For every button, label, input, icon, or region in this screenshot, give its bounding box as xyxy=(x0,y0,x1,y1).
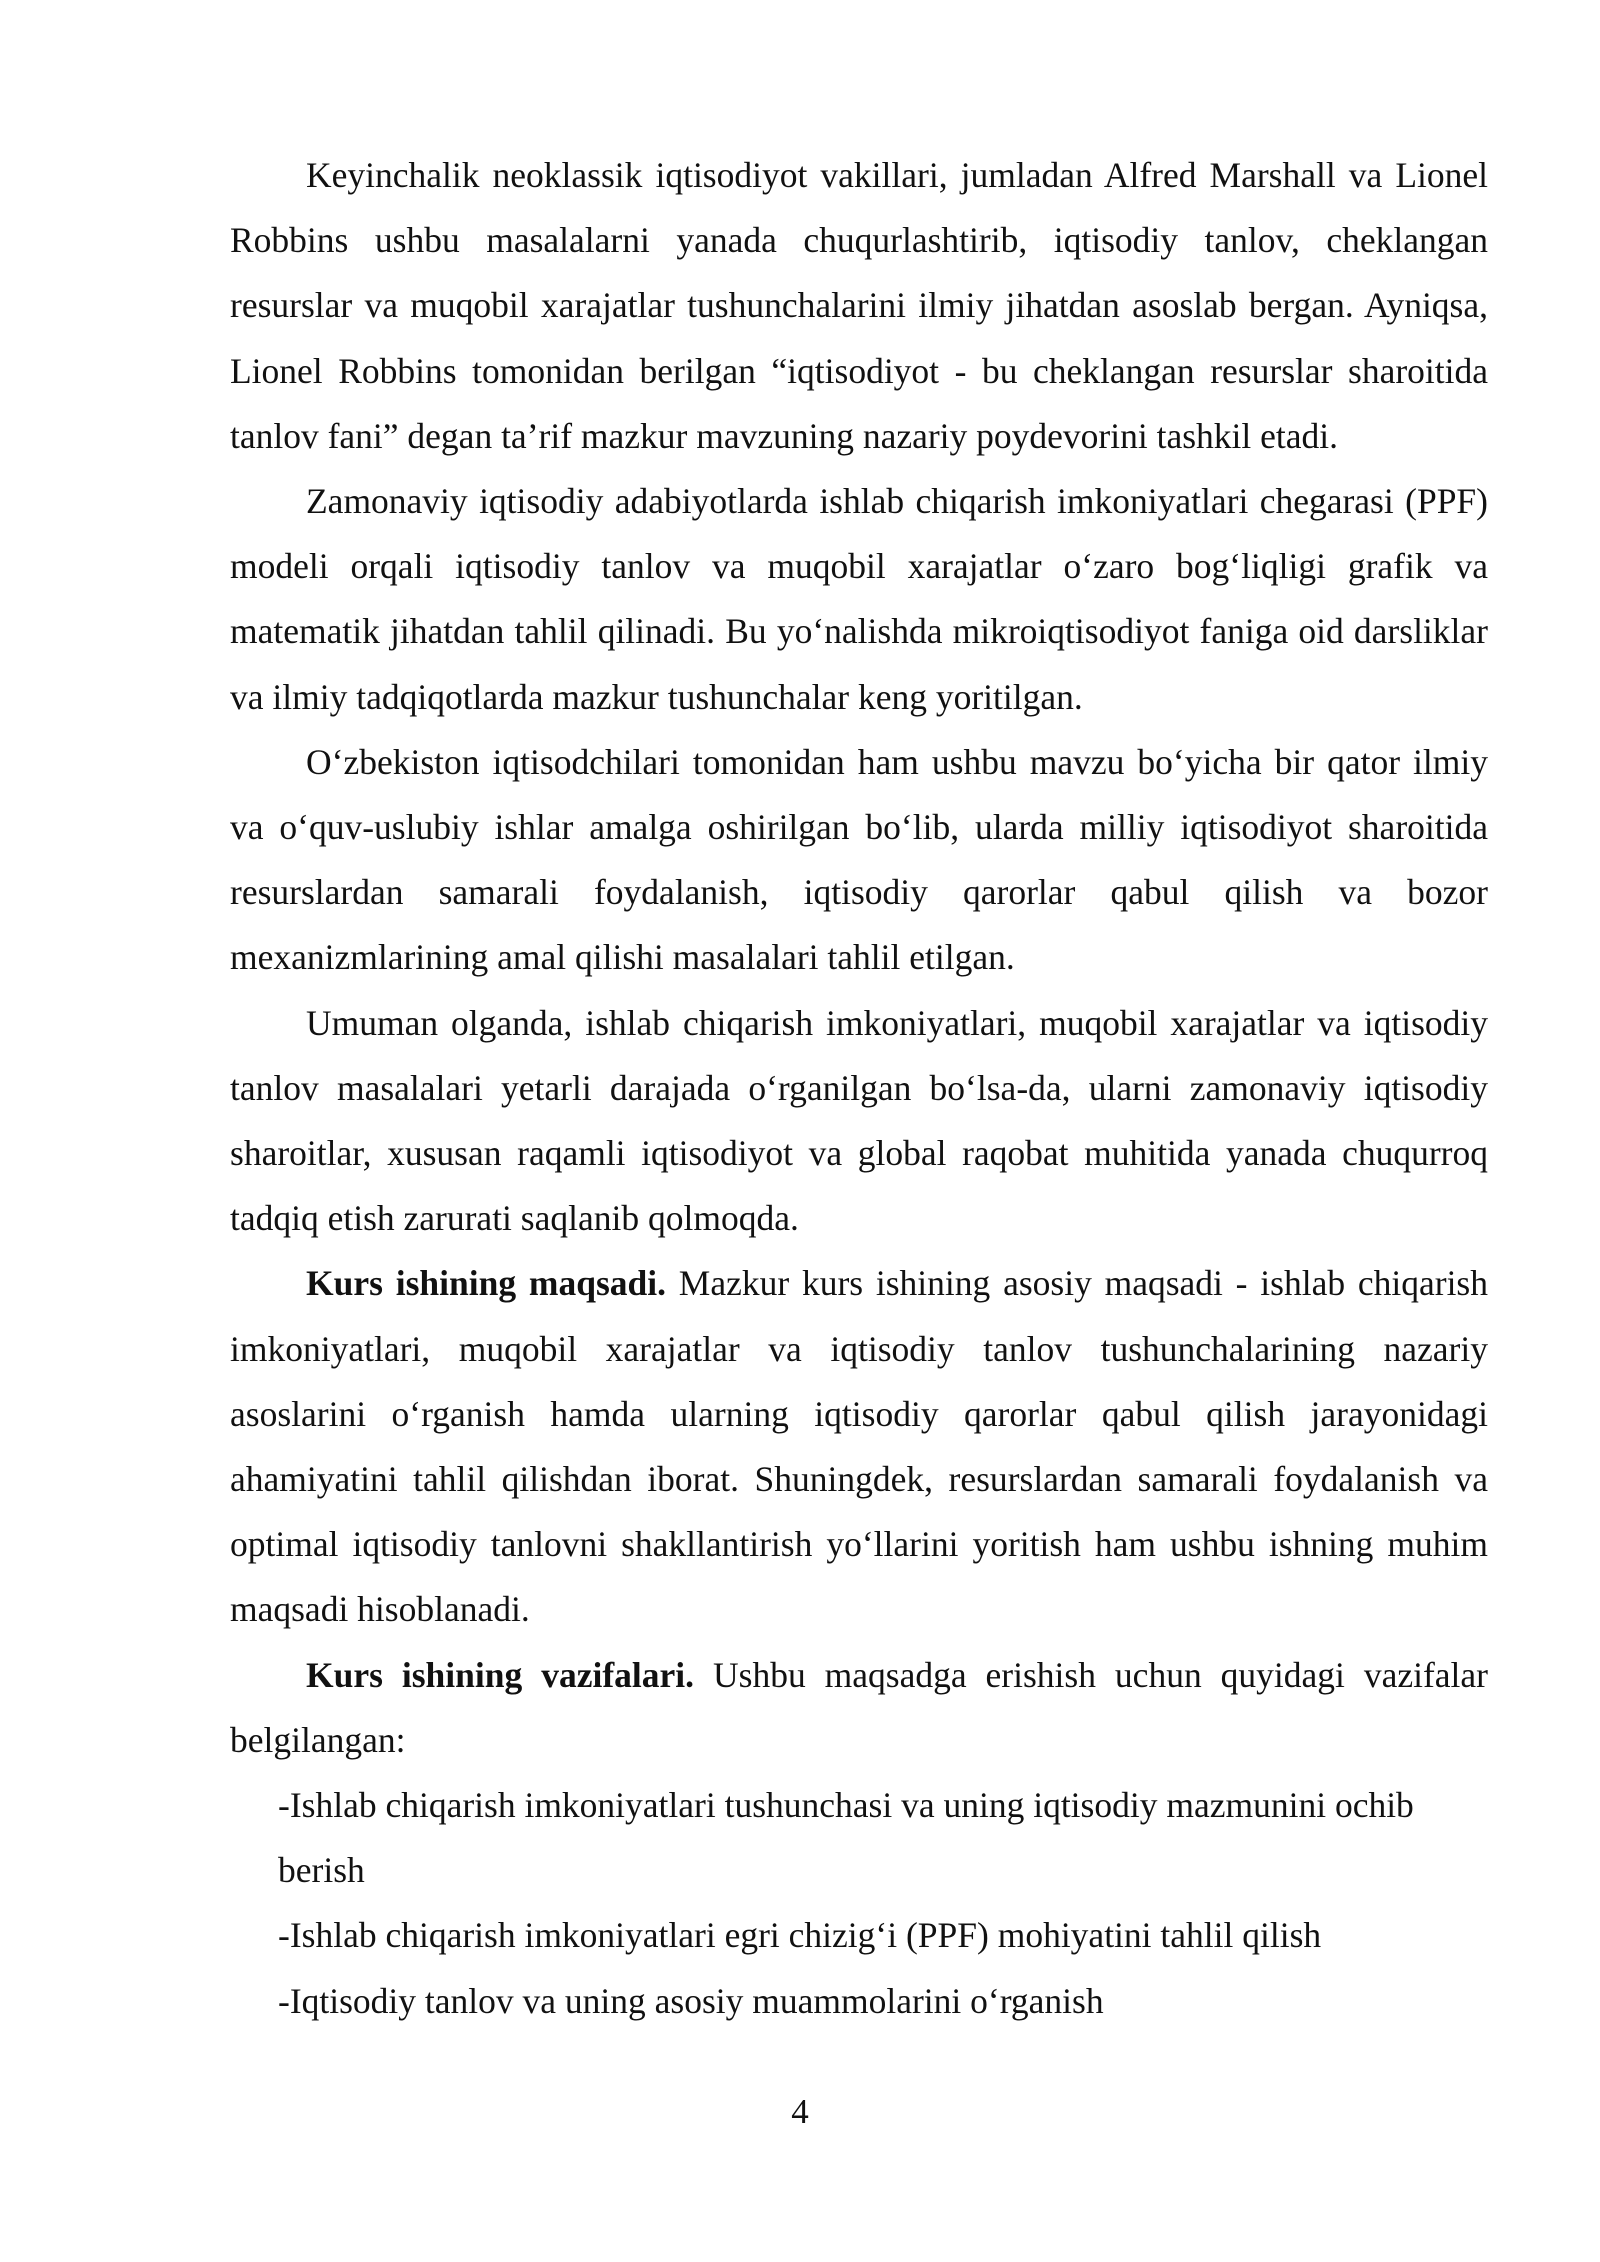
course-tasks-heading: Kurs ishining vazifalari. xyxy=(306,1654,695,1695)
paragraph-neoclassical: Keyinchalik neoklassik iqtisodiyot vakillari, jumladan Alfred Marshall va Lionel Robbins ushbu masalalarni yanada chuqurlashtirib, iqtisodiy tanlov, cheklangan resurslar va muqobil xarajatlar tushunchalarini ilmiy jihatdan asoslab bergan. Ayniqsa, Lionel Robbins tomonidan berilgan “iqtisodiyot - bu cheklangan resurslar sharoitida tanlov fani” degan ta’rif mazkur mavzuning nazariy poydevorini tashkil etadi. xyxy=(230,155,1488,456)
paragraph-course-goal xyxy=(230,1251,1488,1642)
paragraph-course-tasks xyxy=(230,1643,1488,1773)
paragraph-summary: Umuman olganda, ishlab chiqarish imkoniyatlari, muqobil xarajatlar va iqtisodiy tanlov masalalari yetarli darajada o‘rganilgan bo‘lsa-da, ularni zamonaviy iqtisodiy sharoitlar, xususan raqamli iqtisodiyot va global raqobat muhitida yanada chuqurroq tadqiq etish zarurati saqlanib qolmoqda. xyxy=(230,1002,1488,1239)
paragraph-modern-literature: Zamonaviy iqtisodiy adabiyotlarda ishlab chiqarish imkoniyatlari chegarasi (PPF) modeli orqali iqtisodiy tanlov va muqobil xarajatlar o‘zaro bog‘liqligi grafik va matematik jihatdan tahlil qilinadi. Bu yo‘nalishda mikroiqtisodiyot faniga oid darsliklar va ilmiy tadqiqotlarda mazkur tushunchalar keng yoritilgan. xyxy=(230,481,1488,717)
document-body xyxy=(230,143,1488,2034)
paragraph-uzbek-economists: O‘zbekiston iqtisodchilari tomonidan ham ushbu mavzu bo‘yicha bir qator ilmiy va o‘quv-uslubiy ishlar amalga oshirilgan bo‘lib, ularda milliy iqtisodiyot sharoitida resurslardan samarali foydalanish, iqtisodiy qarorlar qabul qilish va bozor mexanizmlarining amal qilishi masalalari tahlil etilgan. xyxy=(230,741,1488,978)
task-list-item: -Ishlab chiqarish imkoniyatlari tushunchasi va uning iqtisodiy mazmunini ochib berish xyxy=(278,1785,1414,1891)
course-tasks-text: Ushbu maqsadga erishish uchun quyidagi vazifalar belgilangan: xyxy=(230,1654,1488,1760)
task-list-item: -Iqtisodiy tanlov va uning asosiy muammolarini o‘rganish xyxy=(278,1980,1104,2021)
course-goal-text: Mazkur kurs ishining asosiy maqsadi - ishlab chiqarish imkoniyatlari, muqobil xarajatlar va iqtisodiy tanlov tushunchalarining nazariy asoslarini o‘rganish hamda ularning iqtisodiy qarorlar qabul qilish jarayonidagi ahamiyatini tahlil qilishdan iborat. Shuningdek, resurslardan samarali foydalanish va optimal iqtisodiy tanlovni shakllantirish yo‘llarini yoritish ham ushbu ishning muhim maqsadi hisoblanadi. xyxy=(230,1263,1488,1630)
task-list-item: -Ishlab chiqarish imkoniyatlari egri chizig‘i (PPF) mohiyatini tahlil qilish xyxy=(278,1915,1322,1956)
page-number: 4 xyxy=(791,2092,809,2131)
course-goal-heading: Kurs ishining maqsadi. xyxy=(306,1263,666,1304)
